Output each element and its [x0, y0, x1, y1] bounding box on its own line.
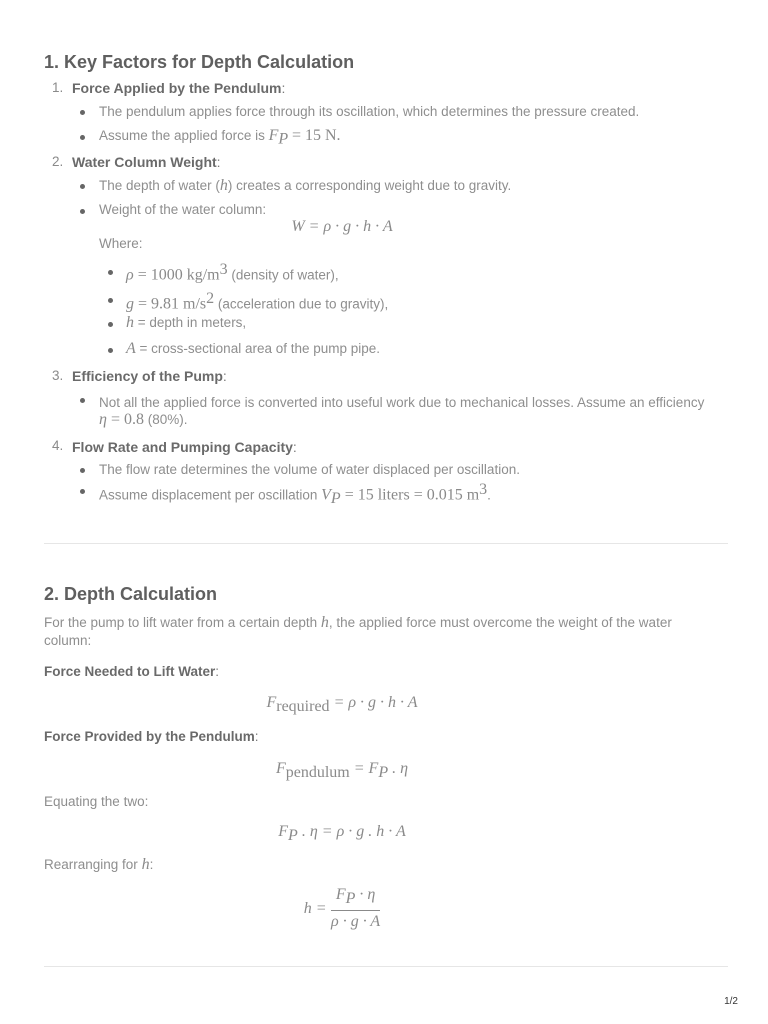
bullet	[80, 184, 85, 189]
page-number: 1/2	[724, 996, 738, 1007]
bullet	[108, 270, 113, 275]
equating-label: Equating the two:	[44, 794, 149, 809]
item1-number: 1.	[52, 80, 64, 95]
item1-bullet2: Assume the applied force is $F_P = 15$ N.	[99, 127, 341, 148]
item1-bullet1: The pendulum applies force through its oscillation, which determines the pressure created.	[99, 104, 640, 119]
bullet	[80, 135, 85, 140]
bullet	[108, 298, 113, 303]
section1-title: 1. Key Factors for Depth Calculation	[44, 52, 355, 72]
section-divider	[44, 966, 728, 967]
bullet	[80, 110, 85, 115]
item2-heading: Water Column Weight:	[72, 154, 221, 170]
def-density: ρ = 1000 $kg/m^3$ (density of water),	[126, 261, 339, 284]
force-needed-label: Force Needed to Lift Water:	[44, 664, 220, 679]
item2-bullet2: Weight of the water column:	[99, 202, 267, 217]
section2-intro: For the pump to lift water from a certain depth h, the applied force must overcome the weight of the water column:	[44, 614, 672, 648]
where-label: Where:	[99, 236, 143, 251]
bullet	[108, 348, 113, 353]
formula-water-weight: W = ρ · g · h · A	[291, 218, 393, 235]
bullet	[80, 489, 85, 494]
item3-heading: Efficiency of the Pump:	[72, 368, 227, 384]
bullet	[80, 468, 85, 473]
item2-number: 2.	[52, 154, 64, 169]
formula-equating: $F_P$ . η = ρ · g . h · A	[278, 823, 406, 845]
item4-heading: Flow Rate and Pumping Capacity:	[72, 439, 297, 455]
bullet	[80, 209, 85, 214]
item4-bullet2: Assume displacement per oscillation $V_P = 15$ liters = 0.015 $m^3$.	[99, 481, 491, 508]
item3-number: 3.	[52, 368, 64, 383]
def-depth: h = depth in meters,	[126, 314, 247, 331]
bullet	[80, 398, 85, 403]
def-area: A = cross-sectional area of the pump pipe.	[126, 340, 381, 357]
item4-number: 4.	[52, 438, 64, 453]
section-divider	[44, 543, 728, 544]
item2-bullet1: The depth of water (h) creates a corresponding weight due to gravity.	[99, 177, 512, 194]
force-provided-label: Force Provided by the Pendulum:	[44, 729, 259, 744]
rearranging-label: Rearranging for h:	[44, 856, 154, 873]
item4-bullet1: The flow rate determines the volume of water displaced per oscillation.	[99, 462, 520, 477]
def-gravity: g = 9.81 $m/s^2$ (acceleration due to gravity),	[126, 290, 389, 313]
item1-heading: Force Applied by the Pendulum:	[72, 80, 286, 96]
formula-force-required: $F_{required} = \rho \cdot g \cdot h \cdot A$	[266, 694, 418, 716]
formula-depth: h = $\frac{F_P \cdot \eta}{\rho \cdot g \cdot A}$	[303, 886, 381, 931]
bullet	[108, 322, 113, 327]
section2-title: 2. Depth Calculation	[44, 584, 218, 604]
item3-bullet1: Not all the applied force is converted into useful work due to mechanical losses. Assume an efficiency η = 0.8 (80%).	[99, 395, 705, 428]
formula-force-pendulum: $F_{pendulum} = F_P$ . η	[275, 760, 409, 782]
